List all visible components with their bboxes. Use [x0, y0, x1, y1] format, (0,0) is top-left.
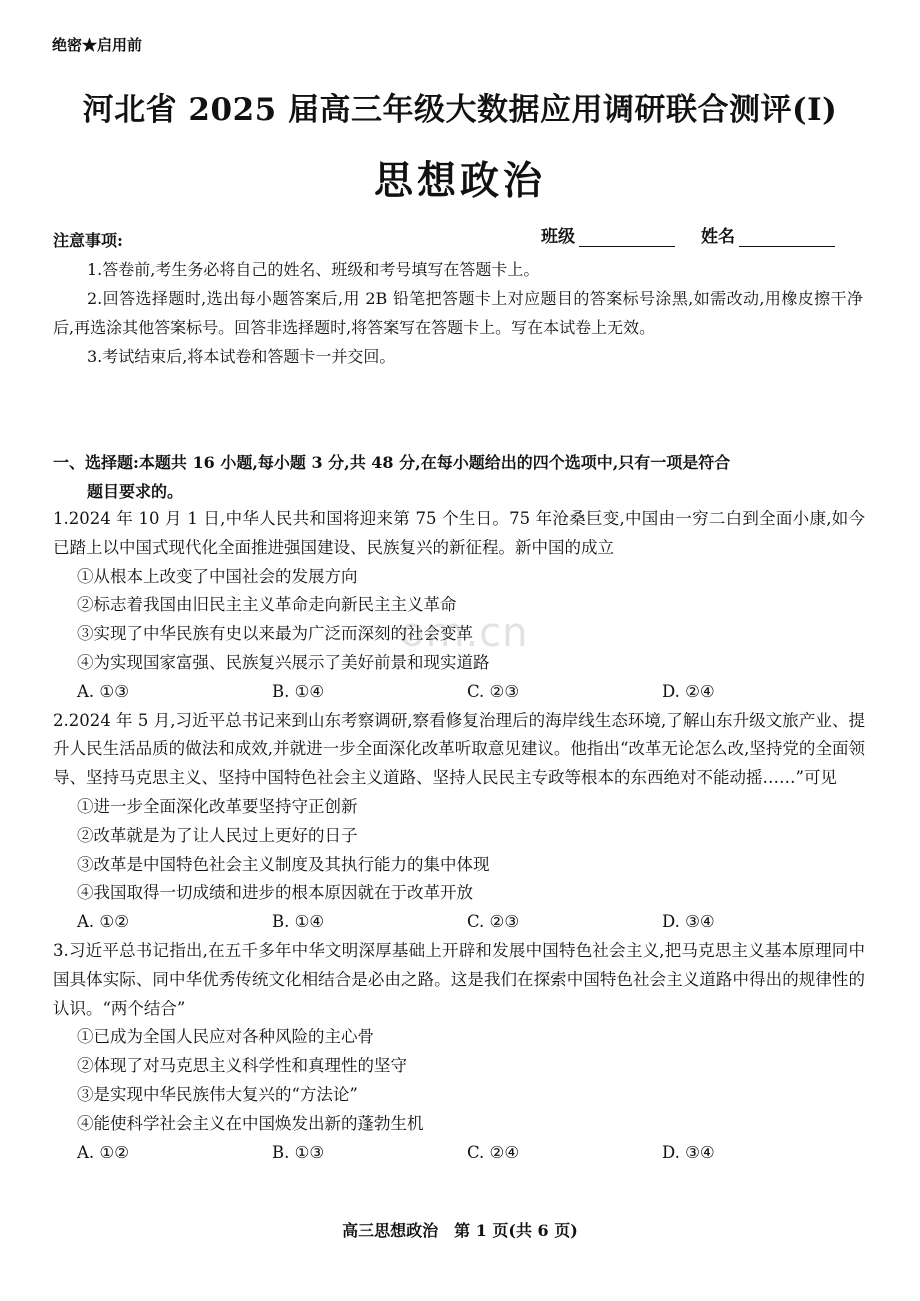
question-statement: ①已成为全国人民应对各种风险的主心骨 — [77, 1027, 374, 1047]
watermark: om.cn — [400, 610, 529, 656]
question-2 — [53, 707, 865, 937]
question-stem: 3.习近平总书记指出,在五千多年中华文明深厚基础上开辟和发展中国特色社会主义,把马克思主义基本原理同中国具体实际、同中华优秀传统文化相结合是必由之路。这是我们在探索中国特色社会主义道路中得出的规律性的认识。“两个结合” — [53, 940, 865, 1018]
note-item: 2.回答选择题时,选出每小题答案后,用 2B 铅笔把答题卡上对应题目的答案标号涂黑,如需改动,用橡皮擦干净后,再选涂其他答案标号。回答非选择题时,将答案写在答题卡上。写在本试卷上无效。 — [53, 289, 863, 337]
option-a[interactable]: A. ①③ — [77, 681, 129, 701]
option-c[interactable]: C. ②④ — [467, 1142, 520, 1162]
question-3 — [53, 937, 865, 1167]
question-statement: ③改革是中国特色社会主义制度及其执行能力的集中体现 — [77, 854, 490, 874]
option-c[interactable]: C. ②③ — [467, 681, 520, 701]
option-a[interactable]: A. ①② — [77, 912, 129, 932]
question-statement: ③是实现中华民族伟大复兴的“方法论” — [77, 1084, 358, 1104]
question-options — [53, 908, 865, 937]
exam-title: 河北省 2025 届高三年级大数据应用调研联合测评(I) — [82, 92, 838, 128]
confidential-seal-label: 绝密★启用前 — [52, 36, 143, 54]
class-label: 班级 — [541, 227, 575, 247]
name-label: 姓名 — [701, 227, 735, 247]
question-options — [53, 678, 865, 707]
question-statement: ②体现了对马克思主义科学性和真理性的坚守 — [77, 1056, 407, 1076]
question-options — [53, 1139, 865, 1168]
page-footer: 高三思想政治 第 1 页(共 6 页) — [342, 1221, 578, 1240]
question-statement: ②改革就是为了让人民过上更好的日子 — [77, 825, 358, 845]
section-heading-line: 题目要求的。 — [87, 482, 184, 501]
section-heading-line: 一、选择题:本题共 16 小题,每小题 3 分,共 48 分,在每小题给出的四个选项中,只有一项是符合 — [53, 453, 731, 472]
question-statement: ④我国取得一切成绩和进步的根本原因就在于改革开放 — [77, 883, 473, 903]
notes-heading: 注意事项: — [53, 231, 123, 250]
question-statement: ④能使科学社会主义在中国焕发出新的蓬勃生机 — [77, 1113, 424, 1133]
question-1 — [53, 505, 865, 707]
question-statement: ④为实现国家富强、民族复兴展示了美好前景和现实道路 — [77, 652, 490, 672]
option-b[interactable]: B. ①④ — [272, 912, 325, 932]
exam-notes — [53, 226, 863, 371]
question-list — [53, 505, 865, 1167]
question-statement: ②标志着我国由旧民主主义革命走向新民主主义革命 — [77, 595, 457, 615]
option-a[interactable]: A. ①② — [77, 1142, 129, 1162]
option-d[interactable]: D. ②④ — [662, 681, 715, 701]
note-item: 1.答卷前,考生务必将自己的姓名、班级和考号填写在答题卡上。 — [87, 260, 540, 279]
option-d[interactable]: D. ③④ — [662, 1142, 715, 1162]
question-statement: ①从根本上改变了中国社会的发展方向 — [77, 566, 358, 586]
option-d[interactable]: D. ③④ — [662, 912, 715, 932]
subject-title: 思想政治 — [373, 158, 546, 204]
option-b[interactable]: B. ①④ — [272, 681, 325, 701]
option-b[interactable]: B. ①③ — [272, 1142, 325, 1162]
question-stem: 2.2024 年 5 月,习近平总书记来到山东考察调研,察看修复治理后的海岸线生态环境,了解山东升级文旅产业、提升人民生活品质的做法和成效,并就进一步全面深化改革听取意见建议。他指出“改革无论怎么改,坚持党的全面领导、坚持马克思主义、坚持中国特色社会主义道路、坚持人民民主专政等根本的东西绝对不能动摇……”可见 — [53, 710, 865, 788]
question-statement: ③实现了中华民族有史以来最为广泛而深刻的社会变革 — [77, 624, 473, 644]
section-heading — [53, 448, 865, 506]
question-stem: 1.2024 年 10 月 1 日,中华人民共和国将迎来第 75 个生日。75 年沧桑巨变,中国由一穷二白到全面小康,如今已踏上以中国式现代化全面推进强国建设、民族复兴的新征程。新中国的成立 — [53, 509, 865, 557]
question-statement: ①进一步全面深化改革要坚持守正创新 — [77, 796, 358, 816]
option-c[interactable]: C. ②③ — [467, 912, 520, 932]
note-item: 3.考试结束后,将本试卷和答题卡一并交回。 — [87, 347, 396, 366]
